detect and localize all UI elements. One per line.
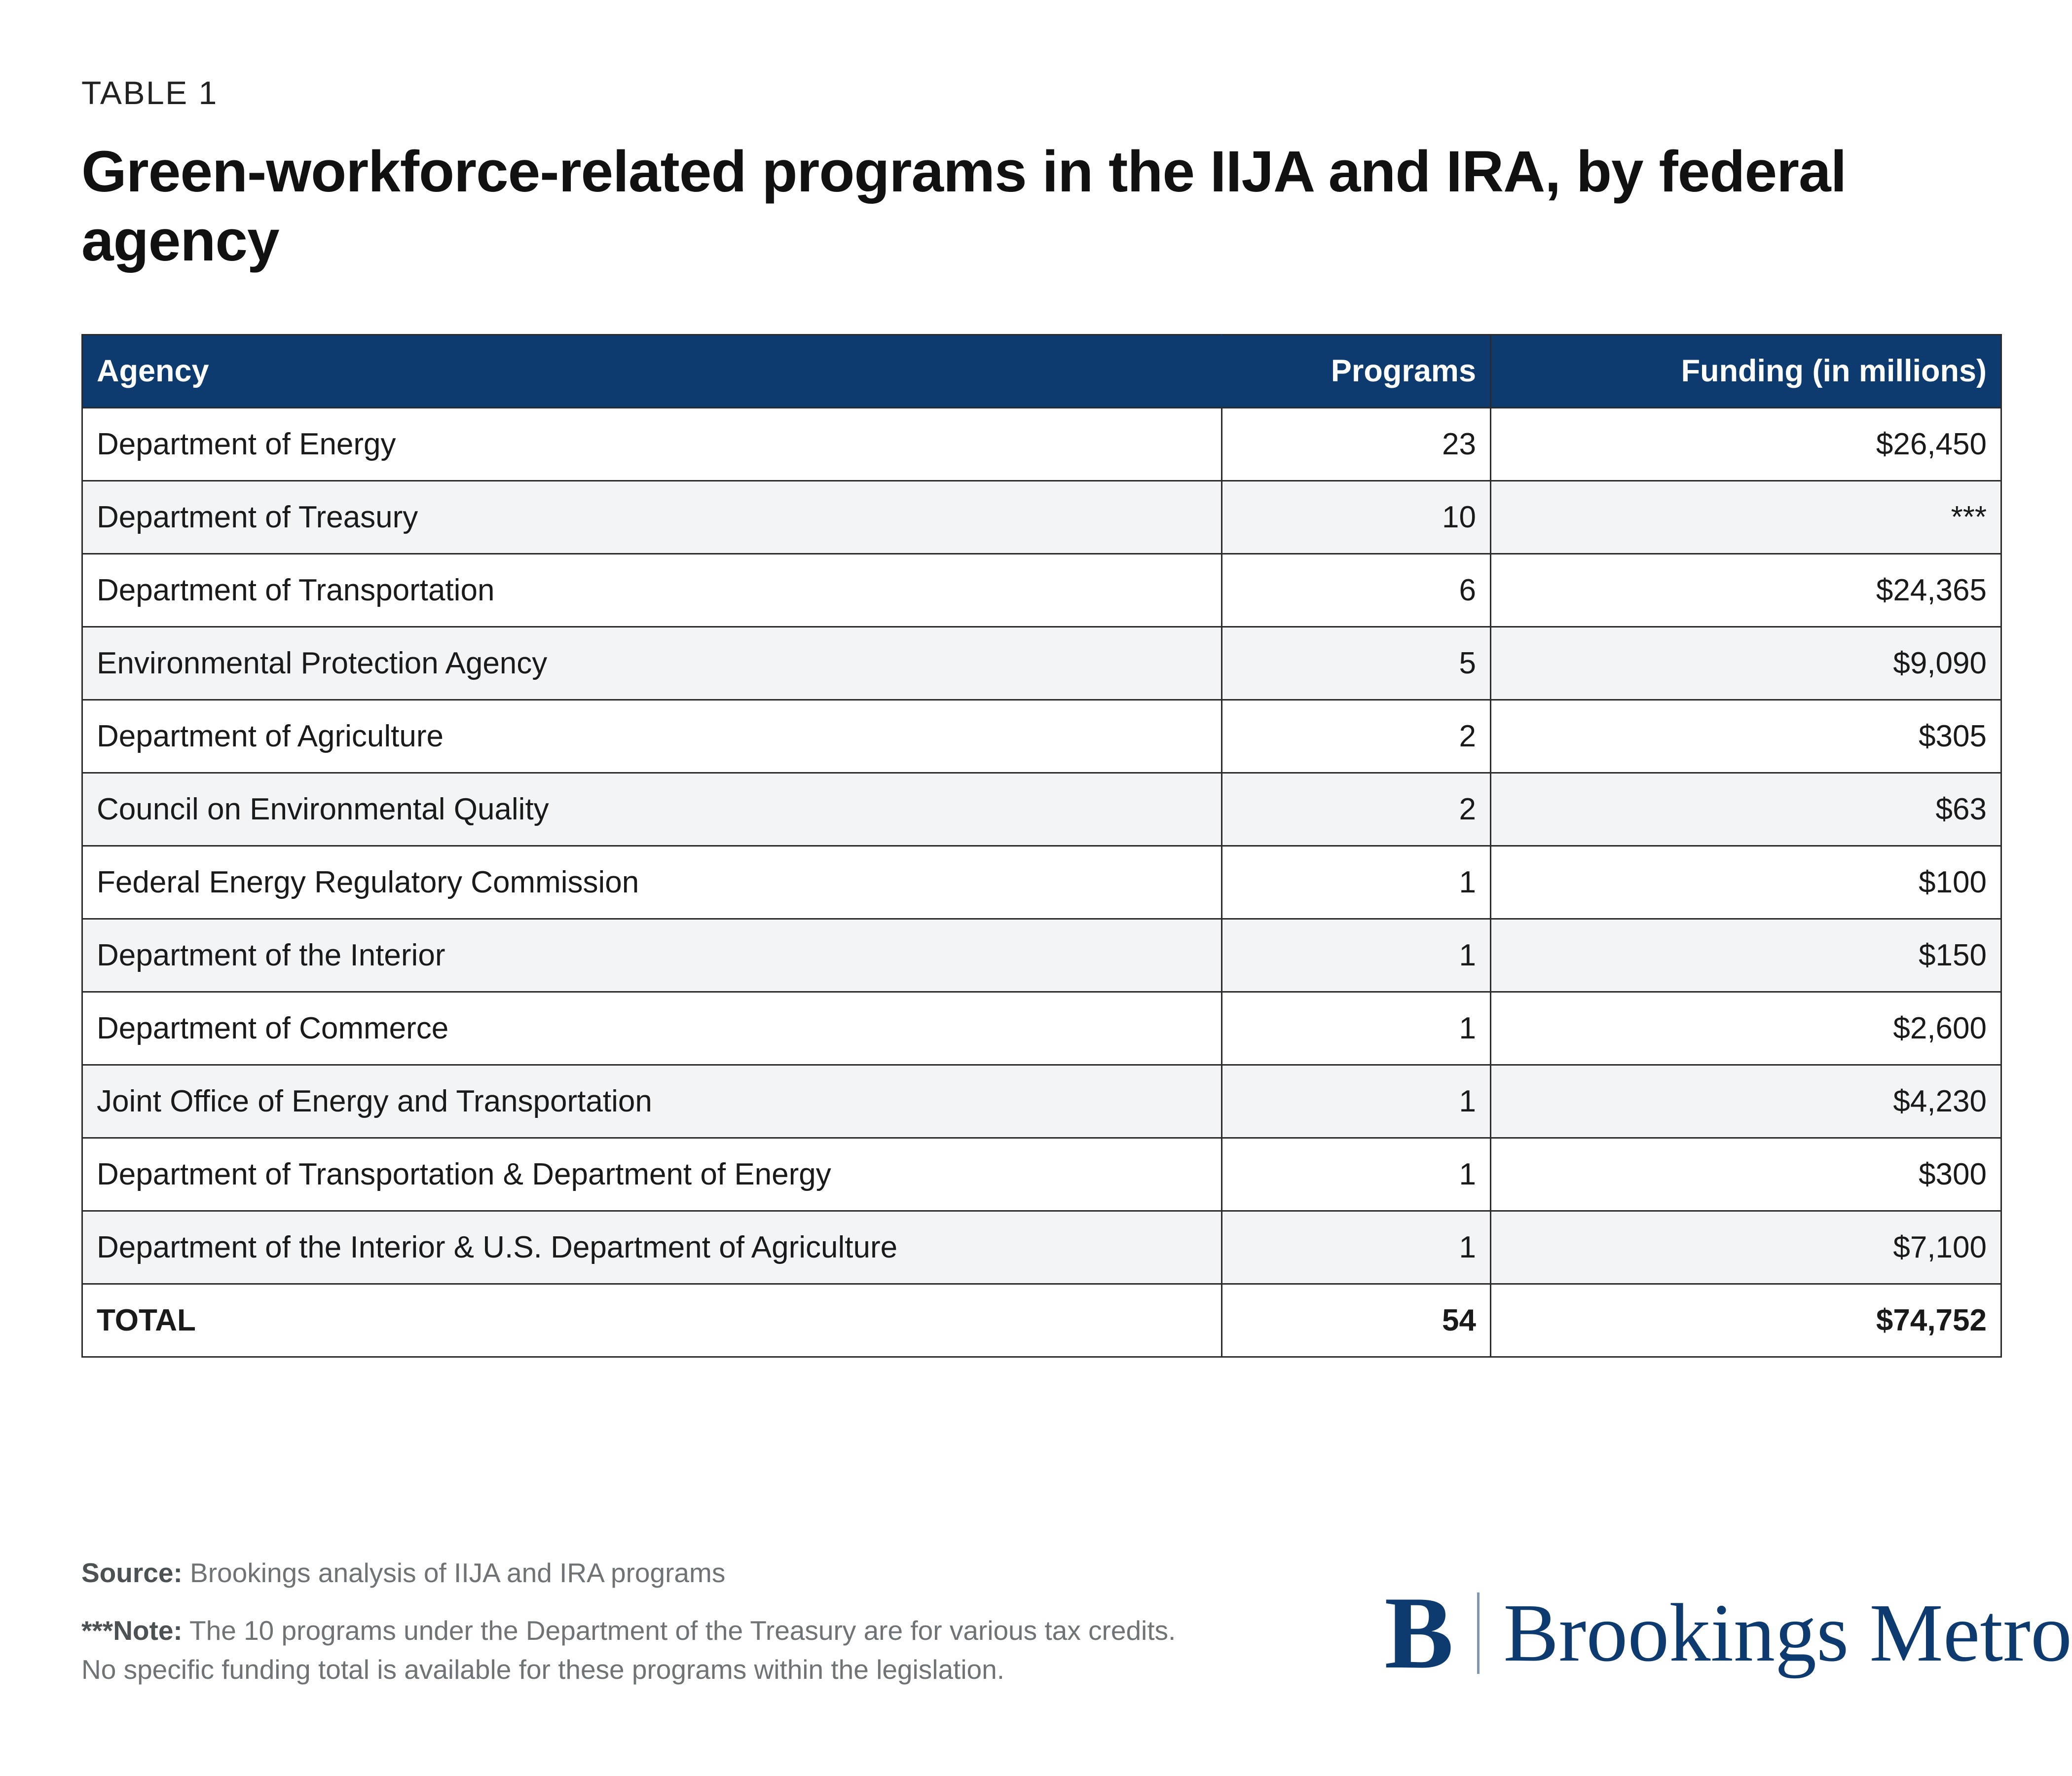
cell-agency: Environmental Protection Agency [82, 627, 1222, 700]
cell-funding: $2,600 [1491, 992, 2001, 1065]
table-row [82, 407, 2001, 481]
cell-programs: 1 [1222, 919, 1491, 992]
table-row [82, 919, 2001, 992]
table-row [82, 846, 2001, 919]
cell-funding: $4,230 [1491, 1065, 2001, 1138]
cell-funding: $150 [1491, 919, 2001, 992]
table-row-total [82, 1284, 2001, 1357]
table-row [82, 1138, 2001, 1211]
cell-agency: Department of Treasury [82, 481, 1222, 554]
column-header-funding: Funding (in millions) [1491, 334, 2001, 407]
table-row [82, 1211, 2001, 1284]
table-body [82, 407, 2001, 1357]
cell-agency: Department of Agriculture [82, 700, 1222, 773]
cell-funding: $100 [1491, 846, 2001, 919]
note-label: ***Note: [81, 1615, 183, 1646]
cell-programs: 10 [1222, 481, 1491, 554]
cell-agency: Department of Transportation & Department of Energy [82, 1138, 1222, 1211]
cell-programs: 1 [1222, 992, 1491, 1065]
cell-funding: $7,100 [1491, 1211, 2001, 1284]
cell-funding: *** [1491, 481, 2001, 554]
table-row [82, 627, 2001, 700]
cell-programs: 1 [1222, 1065, 1491, 1138]
table-row [82, 554, 2001, 627]
cell-total-label: TOTAL [82, 1284, 1222, 1357]
table-header-row [82, 334, 2001, 407]
cell-programs: 2 [1222, 773, 1491, 846]
cell-agency: Department of Transportation [82, 554, 1222, 627]
cell-agency: Department of the Interior & U.S. Department of Agriculture [82, 1211, 1222, 1284]
column-header-agency: Agency [82, 334, 1222, 407]
figure-label: TABLE 1 [81, 74, 218, 111]
cell-programs: 5 [1222, 627, 1491, 700]
table-row [82, 700, 2001, 773]
cell-agency: Department of Energy [82, 407, 1222, 481]
data-table [81, 334, 2002, 1358]
cell-programs: 1 [1222, 846, 1491, 919]
note-block [81, 1611, 1191, 1690]
cell-funding: $63 [1491, 773, 2001, 846]
table-row [82, 481, 2001, 554]
note-text: The 10 programs under the Department of the Treasury are for various tax credits. No specific funding total is available for these programs within the legislation. [81, 1615, 1176, 1685]
table-header [82, 334, 2001, 407]
cell-programs: 1 [1222, 1138, 1491, 1211]
page-title: Green-workforce-related programs in the IIJA and IRA, by federal agency [81, 139, 1847, 274]
cell-programs: 6 [1222, 554, 1491, 627]
cell-total-programs: 54 [1222, 1284, 1491, 1357]
brookings-b-mark: B [1384, 1576, 1454, 1690]
source-label: Source: [81, 1557, 183, 1588]
cell-total-funding: $74,752 [1491, 1284, 2001, 1357]
logo-wordmark: Brookings Metro [1503, 1587, 2072, 1679]
cell-funding: $24,365 [1491, 554, 2001, 627]
cell-funding: $300 [1491, 1138, 2001, 1211]
cell-funding: $9,090 [1491, 627, 2001, 700]
table-row [82, 1065, 2001, 1138]
table-row [82, 773, 2001, 846]
cell-programs: 1 [1222, 1211, 1491, 1284]
cell-agency: Council on Environmental Quality [82, 773, 1222, 846]
cell-funding: $26,450 [1491, 407, 2001, 481]
logo-divider [1477, 1592, 1480, 1674]
source-text: Brookings analysis of IIJA and IRA programs [182, 1557, 726, 1588]
cell-funding: $305 [1491, 700, 2001, 773]
cell-agency: Federal Energy Regulatory Commission [82, 846, 1222, 919]
table-row [82, 992, 2001, 1065]
cell-agency: Joint Office of Energy and Transportation [82, 1065, 1222, 1138]
cell-agency: Department of Commerce [82, 992, 1222, 1065]
cell-programs: 23 [1222, 407, 1491, 481]
column-header-programs: Programs [1222, 334, 1491, 407]
cell-programs: 2 [1222, 700, 1491, 773]
cell-agency: Department of the Interior [82, 919, 1222, 992]
brookings-metro-logo [1384, 1576, 2072, 1690]
